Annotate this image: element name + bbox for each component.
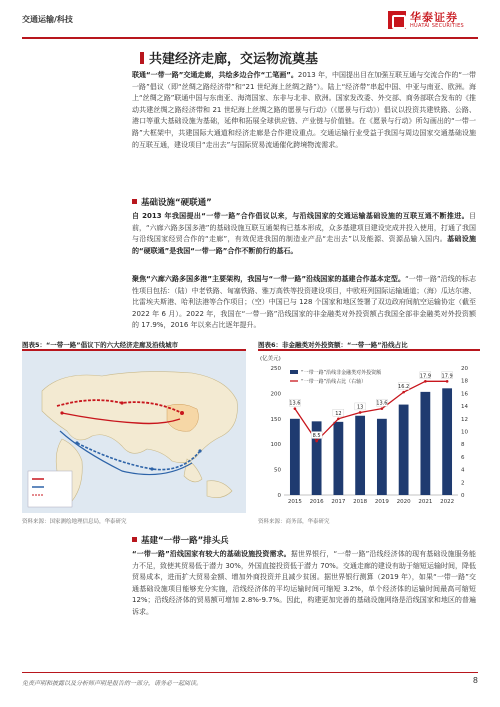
subheading-text: 基础设施“硬联通”: [141, 198, 212, 208]
share-data-label: 16.2: [398, 384, 410, 391]
left-tick-label: 150: [270, 416, 281, 423]
left-tick-label: 100: [270, 442, 281, 449]
left-tick-label: 0: [277, 493, 281, 499]
legend-bar-label: “一带一路”沿线非金融类对外投资额: [301, 370, 382, 376]
left-tick-label: 200: [270, 391, 281, 398]
share-point: [381, 407, 384, 410]
x-tick-label: 2018: [353, 499, 368, 505]
legend-bar-swatch: [290, 370, 298, 374]
bar: [355, 416, 365, 495]
share-data-label: 13.6: [376, 400, 388, 407]
paragraph-lead: 自 2013 年我国提出“一带一路”合作倡议以来，与沿线国家的交通运输基础设施的互联互通不断推进。: [132, 212, 469, 220]
right-tick-label: 20: [461, 366, 468, 372]
page-number: 8: [472, 676, 478, 685]
x-tick-label: 2017: [331, 499, 346, 505]
x-tick-label: 2021: [418, 499, 433, 505]
sector-label: 交通运输/科技: [22, 15, 73, 24]
share-point: [402, 391, 405, 394]
page-header: [22, 8, 478, 36]
section-title: [140, 48, 318, 67]
x-tick-label: 2020: [396, 499, 411, 505]
paragraph-body: 2013 年，中国提出目在加强互联互通与交流合作的“一带一路”倡议（即“丝绸之路经济带”和“21 世纪海上丝绸之路”）。陆上“经济带”串起中国、中亚与南亚、欧洲。海上“丝绸之路”联通中国与东南亚、海湾国家、东非与北非、欧洲。国家发改委、外交部、商务部联合发布的《推动共建丝绸之路经济带和 21 世纪海上丝绸之路的愿景与行动》（《愿景与行动》）倡议以投资共建铁路、公路、港口等重大基础设施为基础，延伸和拓展全球供应链、产业链与价值链。在《愿景与行动》所勾画出的“一带一路”大框架中，共建国际大通道和经济走廊是合作建设重点。交通运输行业受益于我国与周边国家交通基础设施的互联互通，建设项目“走出去”与国际贸易流通催化跨境物流需求。: [132, 71, 476, 149]
share-data-label: 13.6: [289, 400, 301, 407]
left-tick-label: 50: [274, 467, 281, 474]
bar: [399, 405, 409, 495]
x-tick-label: 2022: [440, 499, 455, 505]
bar: [290, 419, 300, 495]
paragraph-body: 据世界银行，“一带一路”沿线经济体的现有基础设施服务能力不足，致使其贸易低于潜力 30%，外国直接投资低于潜力 70%。交通走廊的建设有助于缩短运输时间，降低贸易成本，进而扩大贸易金额、增加外商投资并且减少贫困。据世界银行测算（2019 年），如果“一带一路”交通基础设施项目能够充分实施，沿线经济体的平均运输时间可缩短 3.2%，单个经济体的运输时间最高可缩短 12%；沿线经济体的贸易额可增加 2.8%-9.7%。因此，构建更加完善的基础设施网络是沿线国家和地区的普遍诉求。: [132, 550, 476, 616]
x-tick-label: 2015: [287, 499, 302, 505]
figure5-source: 资料来源：国家测绘地理信息局，华泰研究: [22, 519, 127, 525]
bar: [420, 392, 430, 495]
subheading-vanguard: [132, 534, 229, 546]
x-tick-label: 2016: [309, 499, 324, 505]
right-tick-label: 0: [461, 493, 465, 499]
paragraph-projects: [132, 274, 476, 332]
share-data-label: 17.9: [441, 373, 453, 380]
right-tick-label: 8: [461, 442, 465, 449]
paragraph-lead: 联通“一带一路”交通走廊，共绘多边合作“工笔画”。: [132, 71, 298, 79]
left-tick-label: 250: [270, 366, 281, 372]
disclaimer: 免责声明和披露以及分析师声明是报告的一部分，请务必一起阅读。: [22, 680, 203, 687]
chart-svg: [258, 350, 480, 513]
corridor-map: [22, 351, 246, 513]
paragraph-corridor: [132, 70, 476, 151]
share-data-label: 12: [335, 410, 342, 417]
right-tick-label: 14: [461, 404, 468, 411]
subheading-marker-icon: [132, 199, 137, 204]
share-point: [337, 418, 340, 421]
bar: [377, 419, 387, 495]
investment-chart: [258, 350, 480, 513]
share-data-label: 8.5: [312, 433, 321, 440]
header-rule: [22, 37, 478, 39]
huatai-logo: [388, 8, 478, 34]
right-tick-label: 6: [461, 454, 465, 461]
share-point: [294, 407, 297, 410]
right-tick-label: 4: [461, 467, 465, 474]
subheading-infrastructure: [132, 196, 212, 208]
bar: [333, 422, 343, 495]
share-point: [446, 380, 449, 383]
figure5-title: 图表5：“一带一路”倡议下的六大经济走廊及沿线城市: [22, 341, 179, 349]
paragraph-lead: 聚焦“六廊六路多国多港”主要架构，我国与“一带一路”沿线国家的基建合作基本定型。: [132, 275, 406, 283]
subheading-text: 基建“一带一路”排头兵: [141, 536, 229, 546]
right-tick-label: 10: [461, 429, 468, 436]
share-point: [359, 411, 362, 414]
right-tick-label: 2: [461, 480, 465, 487]
share-data-label: 17.9: [419, 373, 431, 380]
chart-unit-label: (亿美元): [260, 356, 281, 362]
bar: [442, 388, 452, 495]
logo-mark-icon: [388, 11, 406, 29]
figure6-title: 图表6：非金融类对外投资额：“一带一路”沿线占比: [258, 341, 408, 349]
paragraph-connectivity: [132, 211, 476, 257]
figure6-source: 资料来源：商务部，华泰研究: [258, 519, 330, 525]
footer-rule: [22, 672, 478, 673]
share-point: [315, 440, 318, 443]
paragraph-demand: [132, 549, 476, 619]
paragraph-body: 目前，“六廊六路多国多港”的基础设施互联互通架构已基本形成，众多基建项目建设完成并投入使用，打通了我国与沿线国家经贸合作的“走廊”，有效促进我国的制造业产品“走出去”以及能源、资源品输入国内。: [132, 212, 476, 244]
map-graphic: [22, 351, 246, 513]
logo-text-en: HUATAI SECURITIES: [410, 23, 464, 29]
x-tick-label: 2019: [374, 499, 389, 505]
title-bar-icon: [140, 52, 144, 64]
right-tick-label: 16: [461, 391, 468, 398]
paragraph-tail: 基础设施的“硬联通”是我国“一带一路”合作不断前行的基石。: [132, 235, 476, 255]
subheading-marker-icon: [132, 537, 137, 542]
share-data-label: 13: [356, 404, 364, 411]
paragraph-body: “一带一路”沿线的标志性项目包括：（陆）中老铁路、匈塞铁路、雅万高铁等投资建设项目，中欧班列国际运输通道；（海）瓜达尔港、比雷埃夫斯港、哈利法港等合作项目；（空）中国已与 128 个国家和地区签署了双边政府间航空运输协定（截至 2022 年 6 月）。2022 年，我国在“一带一路”沿线国家的非金融类对外投资额占我国全部非金融类对外投资额的 17.9%，2016 年以来占比逐年提升。: [132, 275, 476, 330]
section-title-text: 共建经济走廊，交运物流奠基: [149, 52, 319, 67]
paragraph-lead: “一带一路”沿线国家有较大的基础设施投资需求。: [132, 550, 291, 558]
legend-line-label: “一带一路”沿线占比（右轴）: [301, 379, 367, 385]
right-tick-label: 18: [461, 378, 468, 385]
logo-text-cn: 华泰证券: [410, 11, 458, 24]
right-tick-label: 12: [461, 416, 468, 423]
share-point: [424, 380, 427, 383]
